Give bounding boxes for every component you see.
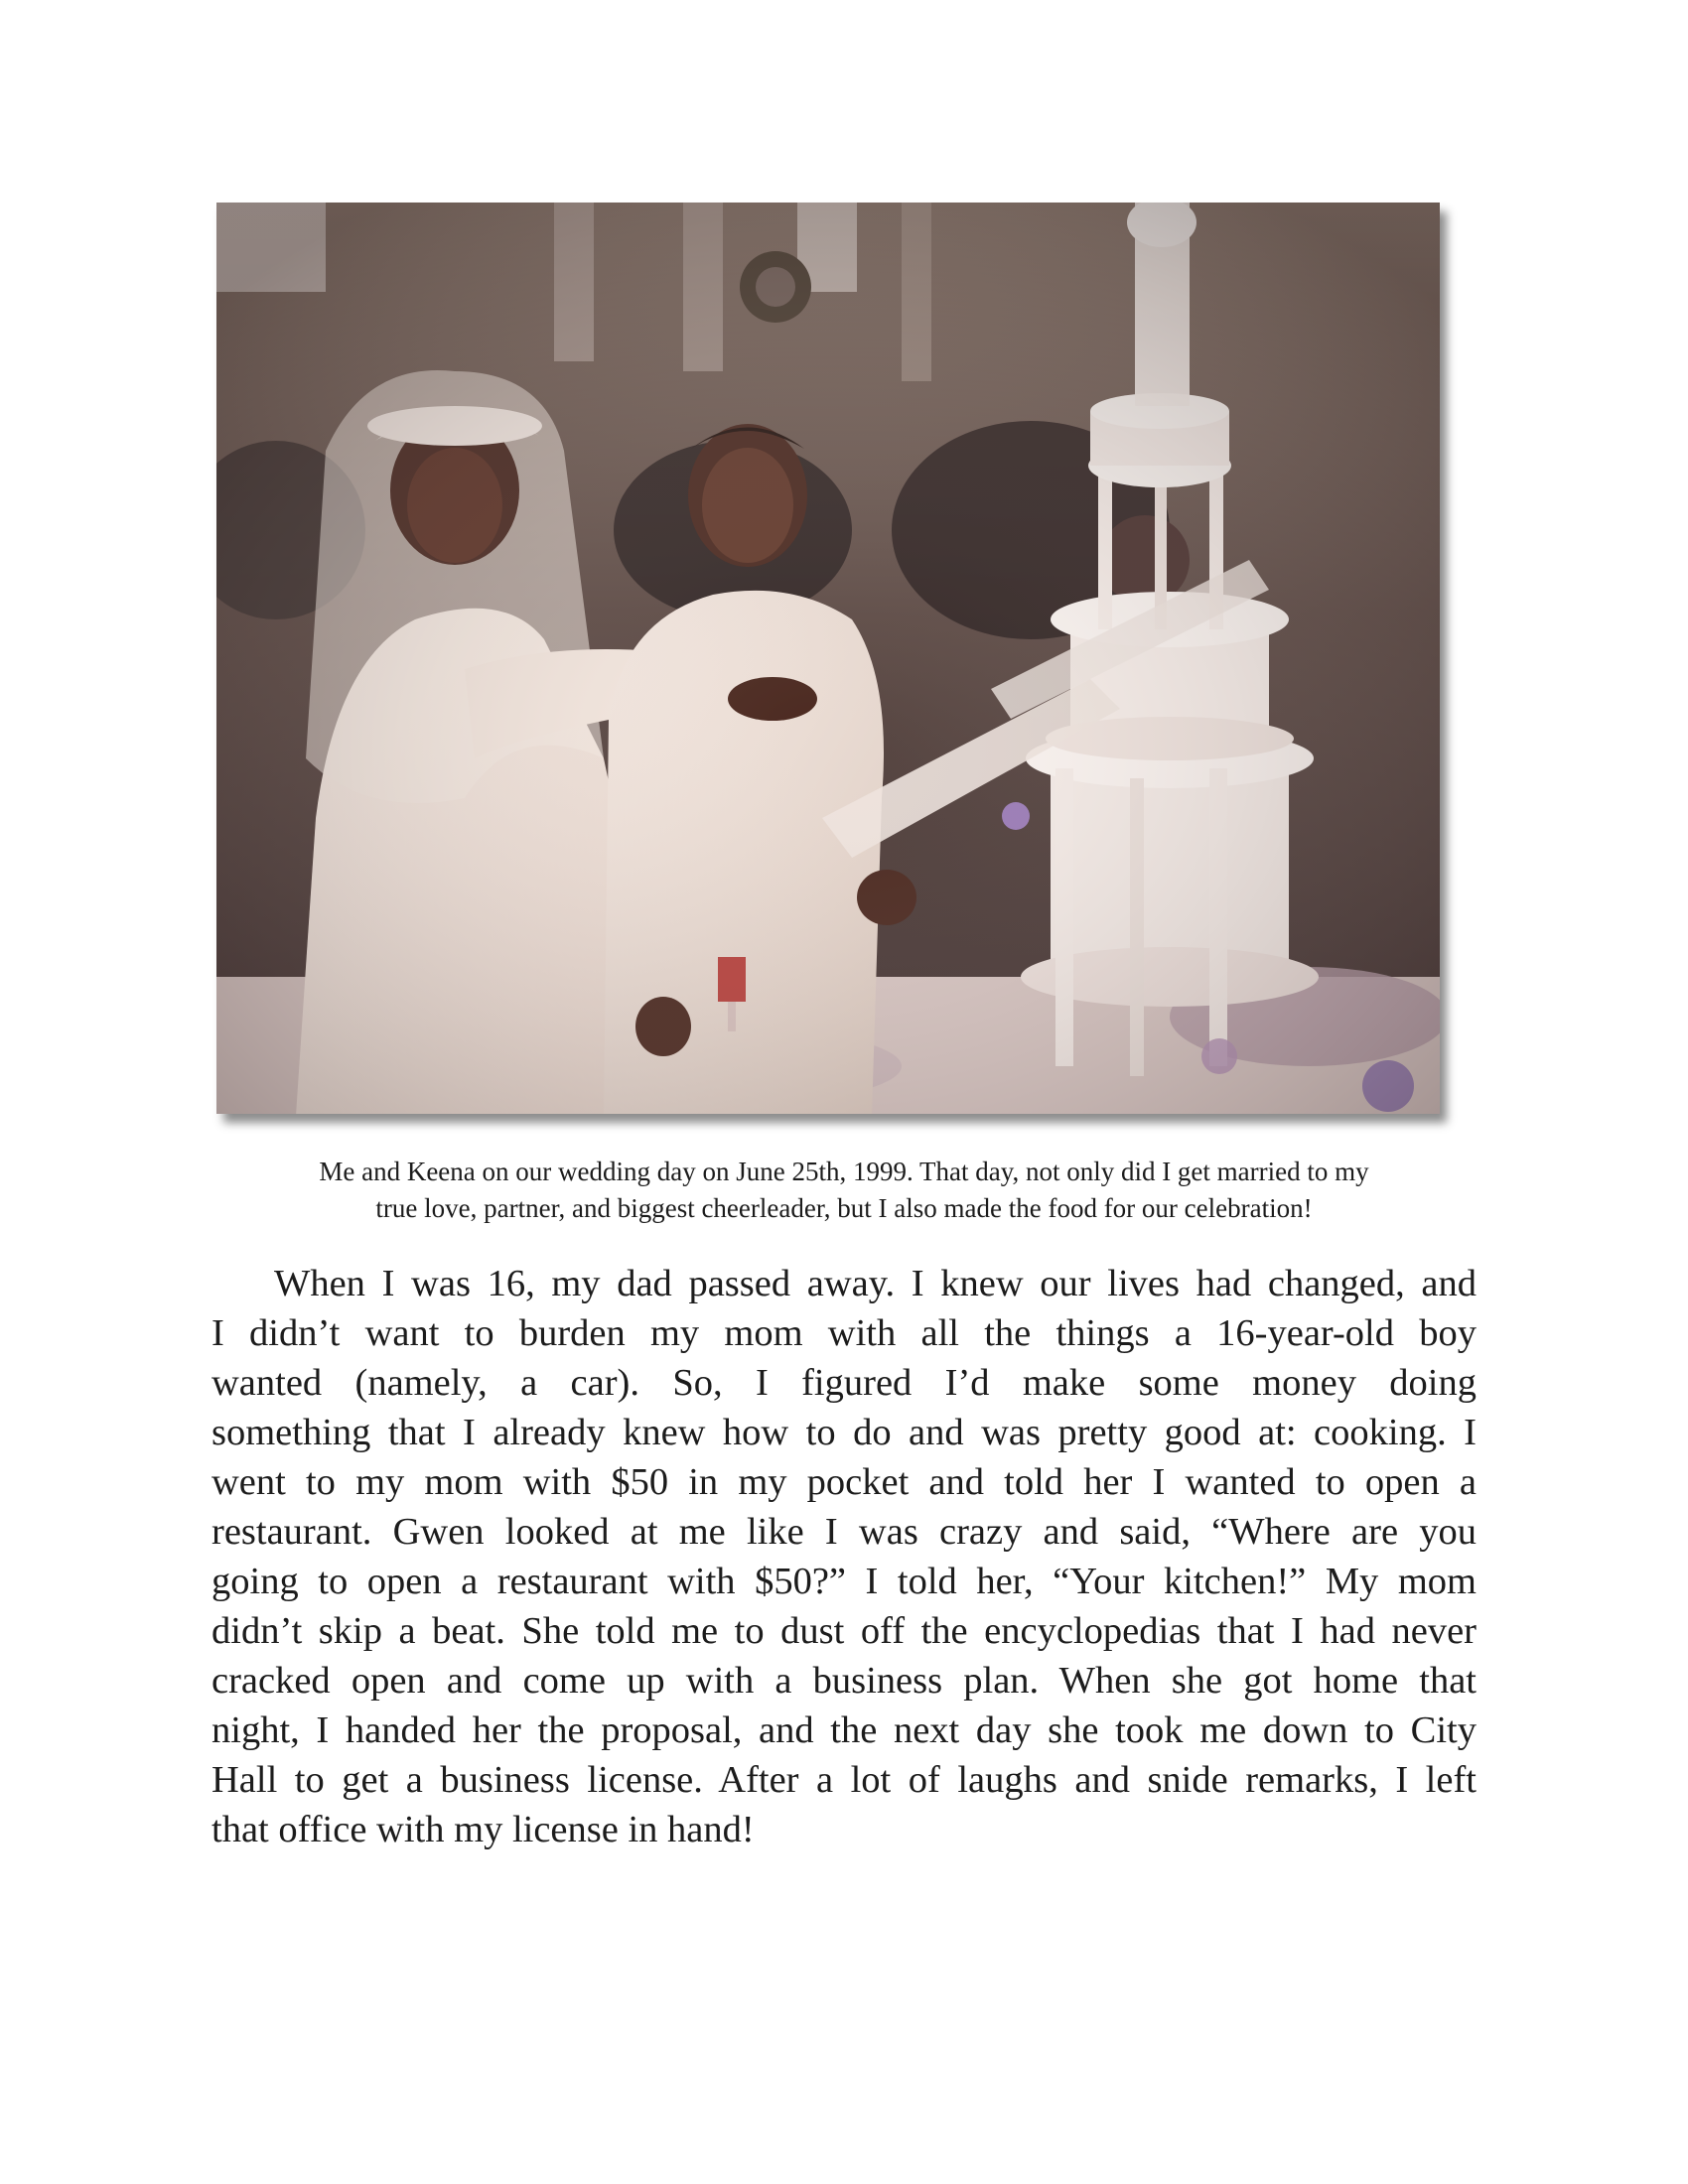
paragraph-line: going to open a restaurant with $50?” I told her, “Your kitchen!” My mom [211,1561,1477,1602]
paragraph-line: cracked open and come up with a business plan. When she got home that [211,1660,1477,1702]
wedding-photo [216,203,1440,1114]
wedding-photo-illustration [216,203,1440,1114]
paragraph-line: wanted (namely, a car). So, I figured I’d make some money doing [211,1362,1477,1404]
paragraph-line: went to my mom with $50 in my pocket and told her I wanted to open a [211,1461,1477,1503]
paragraph-line: Hall to get a business license. After a lot of laughs and snide remarks, I left [211,1759,1477,1801]
paragraph-line: didn’t skip a beat. She told me to dust off the encyclopedias that I had never [211,1610,1477,1652]
paragraph-line: I didn’t want to burden my mom with all the things a 16-year-old boy [211,1312,1477,1354]
paragraph-line: something that I already knew how to do and was pretty good at: cooking. I [211,1412,1477,1453]
paragraph-line: restaurant. Gwen looked at me like I was crazy and said, “Where are you [211,1511,1477,1553]
photo-caption [199,1154,1489,1227]
body-paragraph [211,1259,1477,1854]
caption-line: Me and Keena on our wedding day on June 25th, 1999. That day, not only did I get married to my [319,1157,1369,1186]
caption-line: true love, partner, and biggest cheerleader, but I also made the food for our celebration! [375,1193,1313,1223]
paragraph-line: When I was 16, my dad passed away. I knew our lives had changed, and [274,1263,1477,1304]
paragraph-line: night, I handed her the proposal, and the next day she took me down to City [211,1709,1477,1751]
paragraph-line: that office with my license in hand! [211,1809,755,1850]
